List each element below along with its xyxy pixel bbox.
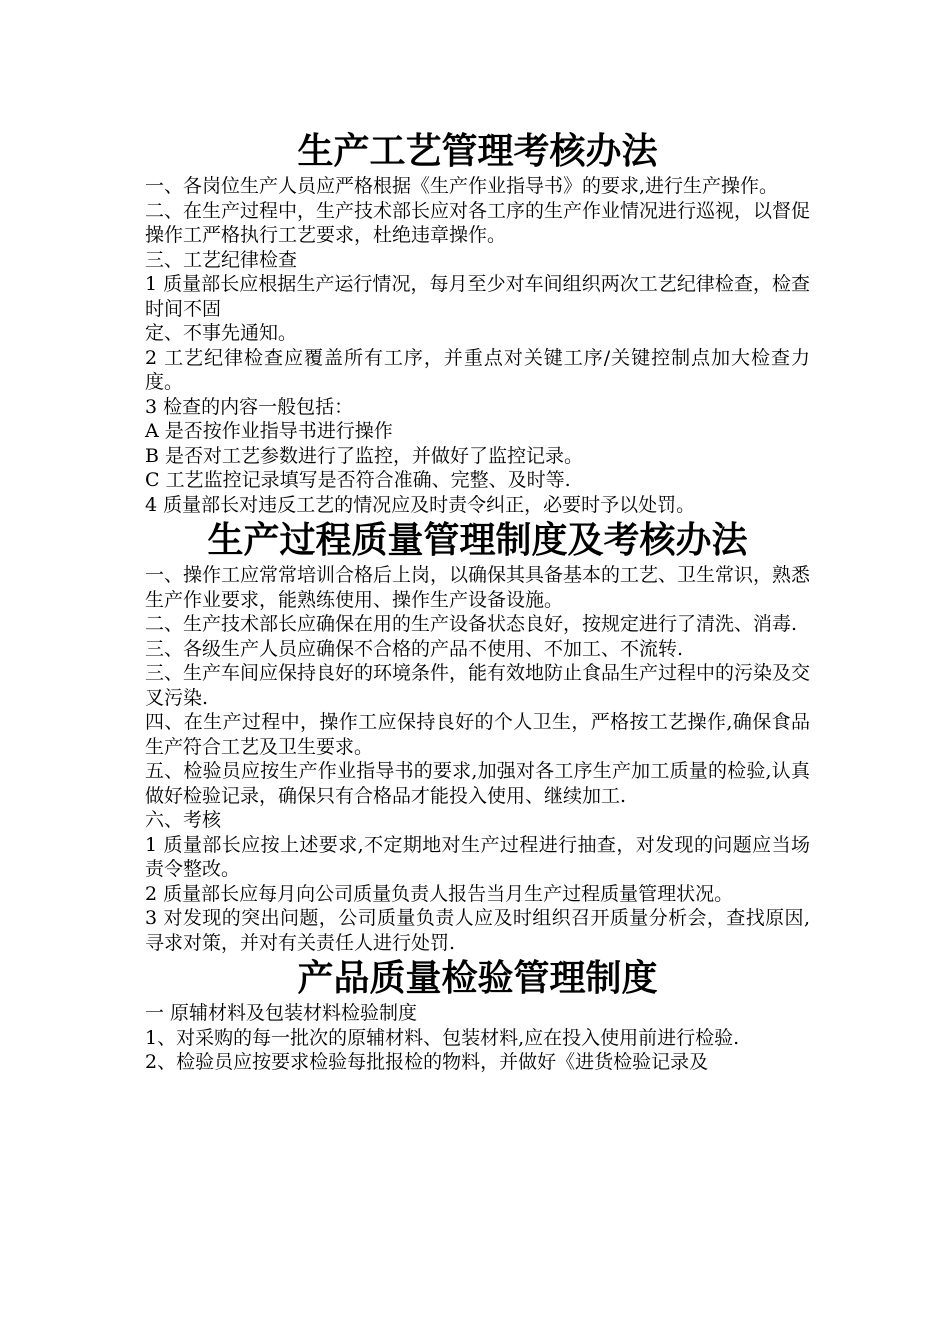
paragraph: 2 质量部长应每月向公司质量负责人报告当月生产过程质量管理状况。 bbox=[145, 882, 734, 905]
paragraph: 二、在生产过程中，生产技术部长应对各工序的生产作业情况进行巡视，以督促操作工严格执行工艺要求，杜绝违章操作。 bbox=[145, 199, 811, 246]
paragraph: 3 检查的内容一般包括： bbox=[145, 395, 354, 418]
paragraph: 三、工艺纪律检查 bbox=[145, 248, 298, 271]
section-quality-management bbox=[145, 517, 810, 955]
paragraph: 一 原辅材料及包装材料检验制度 bbox=[145, 1002, 418, 1024]
document-page bbox=[145, 128, 810, 1075]
paragraph: B 是否对工艺参数进行了监控，并做好了监控记录。 bbox=[145, 444, 584, 467]
paragraph: 三、生产车间应保持良好的环境条件，能有效地防止食品生产过程中的污染及交叉污染. bbox=[145, 662, 811, 709]
section-title: 生产过程质量管理制度及考核办法 bbox=[207, 519, 748, 561]
section-process-management bbox=[145, 128, 810, 517]
paragraph: 定、不事先通知。 bbox=[145, 322, 298, 344]
section-title: 产品质量检验管理制度 bbox=[297, 957, 658, 999]
paragraph: 一、操作工应常常培训合格后上岗，以确保其具备基本的工艺、卫生常识，熟悉生产作业要求，能熟练使用、操作生产设备设施。 bbox=[145, 564, 811, 611]
section-inspection-management bbox=[145, 955, 810, 1075]
section-title: 生产工艺管理考核办法 bbox=[297, 130, 658, 172]
paragraph: 二、生产技术部长应确保在用的生产设备状态良好，按规定进行了清洗、消毒. bbox=[145, 613, 798, 635]
paragraph: 1、对采购的每一批次的原辅材料、包装材料,应在投入使用前进行检验. bbox=[145, 1026, 740, 1049]
paragraph: 五、检验员应按生产作业指导书的要求,加强对各工序生产加工质量的检验,认真做好检验记录，确保只有合格品才能投入使用、继续加工. bbox=[145, 760, 810, 807]
paragraph: C 工艺监控记录填写是否符合准确、完整、及时等. bbox=[145, 469, 571, 491]
paragraph: 4 质量部长对违反工艺的情况应及时责令纠正，必要时予以处罚。 bbox=[145, 493, 696, 516]
paragraph: 四、在生产过程中，操作工应保持良好的个人卫生，严格按工艺操作,确保食品生产符合工艺及卫生要求。 bbox=[145, 711, 810, 758]
paragraph: 六、考核 bbox=[145, 809, 222, 831]
paragraph: 一、各岗位生产人员应严格根据《生产作业指导书》的要求,进行生产操作。 bbox=[145, 175, 779, 197]
paragraph: A 是否按作业指导书进行操作 bbox=[145, 420, 393, 442]
paragraph: 3 对发现的突出问题，公司质量负责人应及时组织召开质量分析会，查找原因,寻求对策，并对有关责任人进行处罚. bbox=[145, 907, 810, 954]
paragraph: 2 工艺纪律检查应覆盖所有工序，并重点对关键工序/关键控制点加大检查力度。 bbox=[145, 346, 810, 393]
paragraph: 1 质量部长应根据生产运行情况，每月至少对车间组织两次工艺纪律检查，检查时间不固 bbox=[145, 273, 810, 320]
paragraph: 2、检验员应按要求检验每批报检的物料，并做好《进货检验记录及 bbox=[145, 1051, 709, 1073]
paragraph: 三、各级生产人员应确保不合格的产品不使用、不加工、不流转. bbox=[145, 637, 684, 660]
paragraph: 1 质量部长应按上述要求,不定期地对生产过程进行抽查，对发现的问题应当场责令整改。 bbox=[145, 833, 810, 880]
